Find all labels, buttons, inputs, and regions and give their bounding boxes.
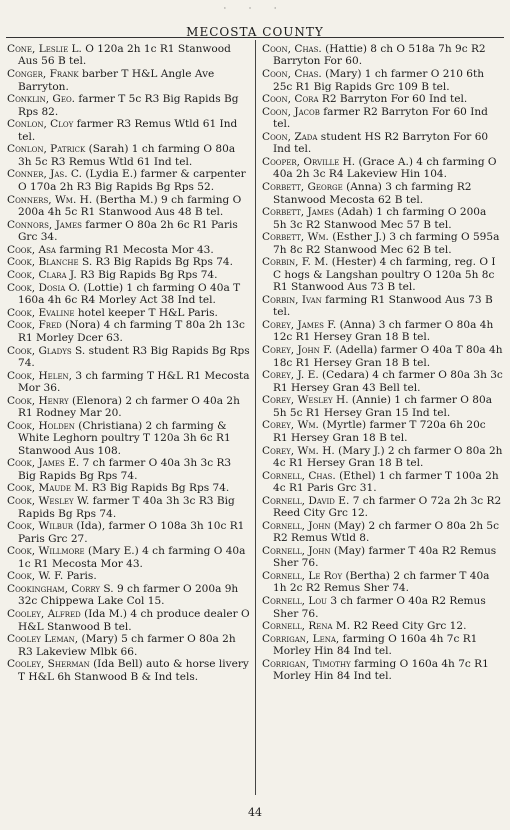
directory-entry — [262, 595, 503, 620]
entry-details: (Sarah) 1 ch farming O 80a 3h 5c R3 Remus Wtld 61 Ind tel. — [18, 143, 236, 168]
entry-name: Cooley, Alfred — [7, 608, 81, 621]
directory-entry — [262, 294, 503, 319]
entry-details: (Grace A.) 4 ch farming O 40a 2h 3c R4 Lakeview Hin 104. — [273, 156, 497, 181]
entry-name: Cornell, John — [262, 519, 331, 532]
directory-entry — [7, 520, 251, 545]
directory-entry — [7, 570, 251, 582]
entry-details: (Elenora) 2 ch farmer O 40a 2h R1 Rodney Mar 20. — [18, 394, 240, 420]
entry-details: farming O 160a 4h 7c R1 Morley Hin 84 Ind tel. — [273, 632, 478, 658]
entry-name: Cook, Fred — [7, 319, 62, 332]
directory-entry — [7, 345, 251, 370]
entry-details: Paris. — [66, 570, 97, 583]
directory-entry — [7, 420, 251, 457]
entry-details: O 120a 2h 1c R1 Stanwood Aus 56 B tel. — [18, 43, 231, 68]
entry-name: Cook, Dosia O. — [7, 281, 81, 294]
entry-details: farming R1 Mecosta Mor 43. — [59, 243, 214, 256]
directory-entry — [7, 457, 251, 482]
entry-details: (Hattie) 8 ch O 518a 7h 9c R2 Barryton For 60. — [273, 43, 486, 68]
directory-entry — [262, 156, 503, 181]
entry-details: (Anna) 3 ch farming R2 Stanwood Mecosta 62 B tel. — [273, 181, 472, 206]
entry-details: (Annie) 1 ch farmer O 80a 5h 5c R1 Hersey Gran 15 Ind tel. — [273, 394, 492, 419]
entry-details: (May) farmer T 40a R2 Remus Sher 76. — [273, 544, 497, 570]
directory-entry — [7, 583, 251, 608]
entry-name: Cornell, John — [262, 544, 331, 557]
entry-details: (Myrtle) farmer T 720a 6h 20c R1 Hersey Gran 18 B tel. — [273, 419, 486, 444]
entry-name: Cook, Wilbur — [7, 520, 74, 533]
entry-name: Cornell, Le Roy — [262, 569, 343, 582]
entry-details: (Adella) farmer O 40a T 80a 4h 18c R1 Hersey Gran 18 B tel. — [273, 344, 503, 369]
directory-entry — [7, 307, 251, 319]
directory-entry — [7, 395, 251, 420]
entry-name: Coon, Chas. — [262, 68, 322, 81]
entry-details: R2 Reed City Grc 12. — [353, 620, 467, 633]
entry-details: farmer O 80a 2h 6c R1 Paris Grc 34. — [18, 218, 238, 244]
entry-details: (Ida), farmer O 108a 3h 10c R1 Paris Grc 27. — [18, 520, 245, 545]
entry-name: Cooley, Sherman — [7, 658, 90, 671]
directory-entry — [262, 570, 503, 595]
left-column — [7, 43, 251, 683]
entry-details: student HS R2 Barryton For 60 Ind tel. — [273, 130, 489, 156]
entry-details: (Ida M.) 4 ch produce dealer O H&L Stanwood B tel. — [18, 608, 250, 633]
entry-name: Corey, John F. — [262, 344, 333, 357]
entry-name: Cook, Henry — [7, 394, 69, 407]
entry-details: 9 ch farmer O 200a 9h 32c Chippewa Lake Col 15. — [18, 582, 239, 608]
entry-details: farmer R3 Remus Wtld 61 Ind tel. — [18, 118, 238, 143]
entry-name: Corey, Wm. H. — [262, 444, 335, 457]
directory-entry — [7, 118, 251, 143]
directory-entry — [262, 43, 503, 68]
entry-details: (Bertha M.) 9 ch farming O 200a 4h 5c R1 Stanwood Aus 48 B tel. — [18, 193, 242, 219]
directory-entry — [7, 93, 251, 118]
directory-entry — [262, 445, 503, 470]
directory-entry — [262, 470, 503, 495]
directory-entry — [7, 143, 251, 168]
entry-details: R3 Big Rapids Bg Rps 74. — [95, 256, 233, 269]
entry-name: Corbin, Ivan — [262, 293, 322, 306]
entry-details: student R3 Big Rapids Bg Rps 74. — [18, 344, 250, 369]
entry-name: Conlon, Cloy — [7, 118, 74, 131]
directory-entry — [7, 219, 251, 244]
entry-name: Corey, J. E. — [262, 369, 319, 382]
entry-name: Corbett, James — [262, 206, 334, 219]
directory-entry — [7, 633, 251, 658]
entry-name: Corrigan, Lena, — [262, 632, 340, 645]
directory-entry — [262, 545, 503, 570]
entry-name: Cornell, Rena M. — [262, 620, 351, 633]
directory-entry — [7, 269, 251, 281]
entry-details: (Ethel) 1 ch farmer T 100a 2h 4c R1 Paris Grc 31. — [273, 469, 499, 495]
directory-entry — [7, 608, 251, 633]
page-header — [6, 4, 504, 40]
entry-details: barber T H&L Angle Ave Barryton. — [18, 68, 215, 93]
directory-entry — [262, 419, 503, 444]
entry-name: Conner, Jas. C. — [7, 168, 82, 181]
entry-name: Cooley Leman, — [7, 633, 79, 646]
entry-details: (Nora) 4 ch farming T 80a 2h 13c R1 Morley Dcer 63. — [18, 319, 245, 344]
directory-entry — [262, 495, 503, 520]
entry-details: (Hester) 4 ch farming, reg. O I C hogs & Langshan poultry O 120a 5h 8c R1 Stanwood Aus 73 B tel. — [273, 256, 496, 294]
entry-name: Cook, Evaline — [7, 306, 75, 319]
directory-entry — [7, 168, 251, 193]
directory-entry — [262, 520, 503, 545]
directory-entry — [7, 244, 251, 256]
entry-details: (Mary J.) 2 ch farmer O 80a 2h 4c R1 Hersey Gran 18 B tel. — [273, 444, 503, 469]
entry-name: Cook, Holden — [7, 419, 75, 432]
page-number: 44 — [248, 806, 262, 819]
entry-name: Corrigan, Timothy — [262, 657, 351, 670]
directory-entry — [7, 194, 251, 219]
right-column — [262, 43, 503, 683]
directory-entry — [262, 394, 503, 419]
entry-name: Corey, Wesley H. — [262, 394, 349, 407]
entry-details: (Anna) 3 ch farmer O 80a 4h 12c R1 Hersey Gran 18 B tel. — [273, 319, 494, 344]
directory-entry — [262, 369, 503, 394]
entry-details: R3 Big Rapids Bg Rps 74. — [91, 482, 230, 495]
entry-details: (Bertha) 2 ch farmer T 40a 1h 2c R2 Remus Sher 74. — [273, 569, 490, 595]
entry-name: Conger, Frank — [7, 68, 79, 81]
directory-entry — [7, 545, 251, 570]
entry-name: Cornell, Lou — [262, 595, 327, 608]
entry-details: 3 ch farmer O 40a R2 Remus Sher 76. — [273, 595, 486, 620]
entry-name: Cook, Blanche S. — [7, 256, 93, 269]
entry-name: Cook, James E. — [7, 457, 80, 470]
header-ornament: · · · — [223, 4, 287, 13]
entry-name: Cook, Clara J. — [7, 269, 77, 282]
entry-name: Cookingham, Corry S. — [7, 582, 114, 595]
directory-entry — [7, 495, 251, 520]
page-title: MECOSTA COUNTY — [186, 25, 324, 39]
entry-name: Connors, James — [7, 218, 82, 231]
entry-name: Cook, Willmore — [7, 545, 85, 558]
entry-details: (Ida Bell) auto & horse livery T H&L 6h Stanwood B & Ind tels. — [18, 658, 249, 683]
column-divider — [255, 40, 256, 795]
entry-details: (Esther J.) 3 ch farming O 595a 7h 8c R2 Stanwood Mec 62 B tel. — [273, 231, 500, 256]
entry-name: Coon, Chas. — [262, 43, 322, 55]
directory-entry — [262, 181, 503, 206]
entry-details: R2 Barryton For 60 Ind tel. — [321, 93, 468, 106]
directory-entry — [262, 344, 503, 369]
entry-name: Coon, Zada — [262, 130, 318, 143]
directory-entry — [262, 68, 503, 93]
entry-name: Conklin, Geo. — [7, 93, 76, 106]
directory-entry — [7, 68, 251, 93]
entry-details: (Mary) 5 ch farmer O 80a 2h R3 Lakeview Mlbk 66. — [18, 633, 236, 658]
entry-details: (Lottie) 1 ch farming O 40a T 160a 4h 6c R4 Morley Act 38 Ind tel. — [18, 281, 241, 307]
directory-entry — [7, 43, 251, 68]
entry-name: Cook, W. F. — [7, 570, 64, 583]
directory-entry — [262, 256, 503, 293]
entry-details: farmer R2 Barryton For 60 Ind tel. — [273, 105, 488, 131]
directory-entry — [262, 131, 503, 156]
entry-details: (Christiana) 2 ch farming & White Leghorn poultry T 120a 3h 6c R1 Stanwood Aus 108. — [18, 419, 231, 457]
entry-details: 7 ch farmer O 72a 2h 3c R2 Reed City Grc 12. — [273, 494, 502, 520]
entry-details: farmer T 40a 3h 3c R3 Big Rapids Bg Rps 74. — [18, 495, 235, 520]
entry-name: Coon, Jacob — [262, 105, 320, 118]
entry-details: 3 ch farming T H&L R1 Mecosta Mor 36. — [18, 369, 250, 395]
entry-name: Corbett, Wm. — [262, 231, 329, 244]
directory-entry — [262, 106, 503, 131]
entry-name: Conners, Wm. H. — [7, 193, 93, 206]
directory-entry — [262, 93, 503, 105]
directory-entry — [262, 319, 503, 344]
entry-details: farming O 160a 4h 7c R1 Morley Hin 84 Ind tel. — [273, 657, 489, 683]
directory-entry — [262, 206, 503, 231]
entry-details: (Cedara) 4 ch farmer O 80a 3h 3c R1 Hersey Gran 43 Bell tel. — [273, 369, 503, 394]
entry-name: Cook, Maude M. — [7, 482, 89, 495]
entry-details: (Mary E.) 4 ch farming O 40a 1c R1 Mecosta Mor 43. — [18, 545, 246, 570]
entry-name: Cornell, Chas. — [262, 469, 336, 482]
directory-entry — [262, 620, 503, 632]
directory-entry — [7, 482, 251, 494]
entry-details: (Lydia E.) farmer & carpenter O 170a 2h R3 Big Rapids Bg Rps 52. — [18, 168, 246, 193]
directory-entry — [7, 370, 251, 395]
entry-details: (Adah) 1 ch farming O 200a 5h 3c R2 Stanwood Mec 57 B tel. — [273, 206, 487, 231]
entry-name: Cook, Wesley W. — [7, 495, 90, 508]
entry-name: Corbin, F. M. — [262, 256, 329, 269]
directory-entry — [7, 319, 251, 344]
entry-details: farming R1 Stanwood Aus 73 B tel. — [273, 293, 493, 319]
directory-entry — [262, 633, 503, 658]
directory-entry — [7, 282, 251, 307]
entry-details: farmer T 5c R3 Big Rapids Bg Rps 82. — [18, 93, 239, 118]
entry-name: Cook, Gladys S. — [7, 344, 86, 357]
directory-entry — [7, 658, 251, 683]
entry-name: Coon, Cora — [262, 93, 319, 106]
entry-details: 7 ch farmer O 40a 3h 3c R3 Big Rapids Bg Rps 74. — [18, 457, 232, 482]
directory-entry — [7, 256, 251, 268]
entry-name: Cook, Helen, — [7, 369, 73, 382]
entry-details: (May) 2 ch farmer O 80a 2h 5c R2 Remus Wtld 8. — [273, 519, 500, 545]
entry-details: (Mary) 1 ch farmer O 210 6th 25c R1 Big Rapids Grc 109 B tel. — [273, 68, 485, 93]
entry-details: R3 Big Rapids Bg Rps 74. — [80, 269, 218, 282]
entry-name: Conlon, Patrick — [7, 143, 86, 156]
entry-details: hotel keeper T H&L Paris. — [77, 306, 218, 319]
directory-entry — [262, 231, 503, 256]
entry-name: Cornell, David E. — [262, 494, 350, 507]
entry-name: Corey, James F. — [262, 319, 337, 332]
entry-name: Cone, Leslie L. — [7, 43, 82, 55]
entry-name: Corbett, George — [262, 181, 343, 194]
entry-name: Corey, Wm. — [262, 419, 319, 432]
entry-name: Cook, Asa — [7, 243, 56, 256]
entry-name: Cooper, Orville H. — [262, 156, 356, 169]
directory-entry — [262, 658, 503, 683]
header-rule — [6, 37, 504, 38]
